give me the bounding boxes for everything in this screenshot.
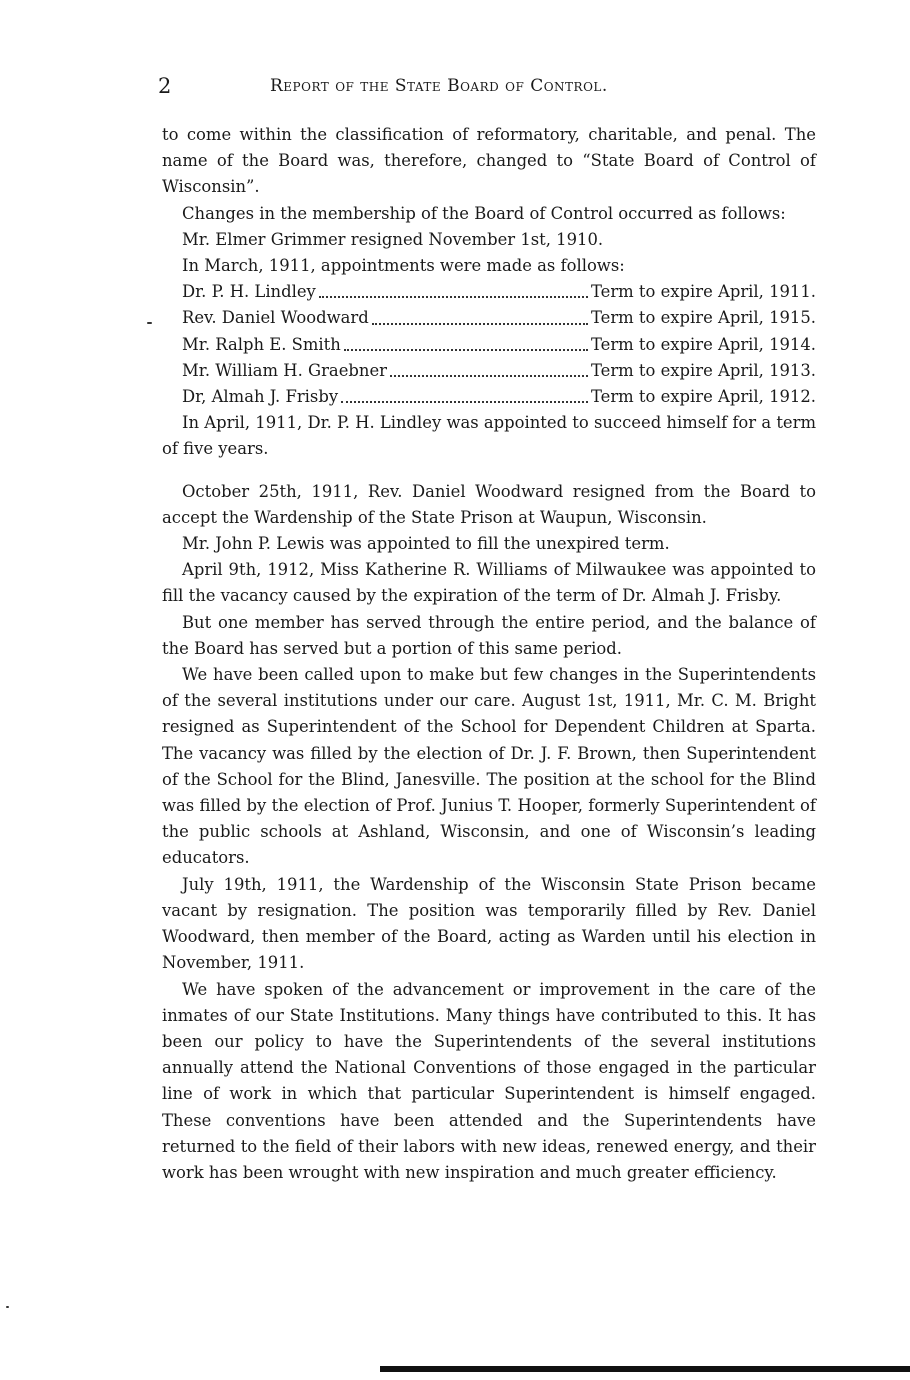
paragraph: In April, 1911, Dr. P. H. Lindley was appointed to succeed himself for a term of five years. <box>162 413 816 459</box>
appointee-name: Mr. Ralph E. Smith <box>182 334 341 354</box>
page-body <box>162 122 816 1186</box>
page-number: 2 <box>158 74 172 98</box>
paragraph: Mr. John P. Lewis was appointed to fill the unexpired term. <box>182 534 670 554</box>
appointments-list <box>162 279 816 410</box>
appointment-row <box>162 279 816 305</box>
paragraph: July 19th, 1911, the Wardenship of the Wisconsin State Prison became vacant by resignation. The position was temporarily filled by Rev. Daniel Woodward, then member of the Board, acting as Warden until his election in November, 1911. <box>162 874 816 973</box>
dot-leader <box>372 319 588 325</box>
running-title: Report of the State Board of Control. <box>270 76 608 96</box>
appointee-name: Rev. Daniel Woodward <box>182 308 369 328</box>
scan-speck <box>6 1306 9 1308</box>
scan-speck <box>147 322 152 324</box>
paragraph: to come within the classification of reformatory, charitable, and penal. The name of the Board was, therefore, changed to “State Board of Control of Wisconsin”. <box>162 125 816 197</box>
dot-leader <box>344 345 588 351</box>
appointment-term: Term to expire April, 1914. <box>590 334 816 354</box>
dot-leader <box>319 292 588 298</box>
resignation-line: Mr. Elmer Grimmer resigned November 1st, 1910. <box>182 229 604 249</box>
paragraph: Changes in the membership of the Board of Control occurred as follows: <box>182 203 786 223</box>
appointee-name: Dr, Almah J. Frisby <box>182 387 339 407</box>
paragraph: We have spoken of the advancement or improvement in the care of the inmates of our State Institutions. Many things have contributed to this. It has been our policy to have the Superintendents of the several institutions annually attend the National Conventions of those engaged in the particular line of work in which that particular Superintendent is himself engaged. These conventions have been attended and the Superintendents have returned to the field of their labors with new ideas, renewed energy, and their work has been wrought with new inspiration and much greater efficiency. <box>162 979 816 1182</box>
appointment-row <box>162 305 816 331</box>
dot-leader <box>390 371 588 377</box>
paragraph: October 25th, 1911, Rev. Daniel Woodward resigned from the Board to accept the Wardenship of the State Prison at Waupun, Wisconsin. <box>162 481 816 527</box>
appointment-term: Term to expire April, 1913. <box>590 360 816 380</box>
appointee-name: Dr. P. H. Lindley <box>182 282 316 302</box>
appointment-row <box>162 332 816 358</box>
page-header <box>158 70 798 104</box>
appointment-term: Term to expire April, 1912. <box>590 387 816 407</box>
dot-leader <box>341 397 588 403</box>
scan-edge <box>380 1366 910 1372</box>
appointee-name: Mr. William H. Graebner <box>182 360 387 380</box>
appointments-intro: In March, 1911, appointments were made as follows: <box>182 256 625 276</box>
paragraph: We have been called upon to make but few changes in the Superintendents of the several institutions under our care. August 1st, 1911, Mr. C. M. Bright resigned as Superintendent of the School for Dependent Children at Sparta. The vacancy was filled by the election of Dr. J. F. Brown, then Superintendent of the School for the Blind, Janesville. The position at the school for the Blind was filled by the election of Prof. Junius T. Hooper, formerly Superintendent of the public schools at Ashland, Wisconsin, and one of Wisconsin’s leading educators. <box>162 665 816 868</box>
appointment-term: Term to expire April, 1911. <box>590 282 816 302</box>
paragraph: But one member has served through the entire period, and the balance of the Board has served but a portion of this same period. <box>162 612 816 658</box>
appointment-row <box>162 358 816 384</box>
appointment-term: Term to expire April, 1915. <box>590 308 816 328</box>
appointment-row <box>162 384 816 410</box>
paragraph: April 9th, 1912, Miss Katherine R. Williams of Milwaukee was appointed to fill the vacancy caused by the expiration of the term of Dr. Almah J. Frisby. <box>162 560 816 606</box>
